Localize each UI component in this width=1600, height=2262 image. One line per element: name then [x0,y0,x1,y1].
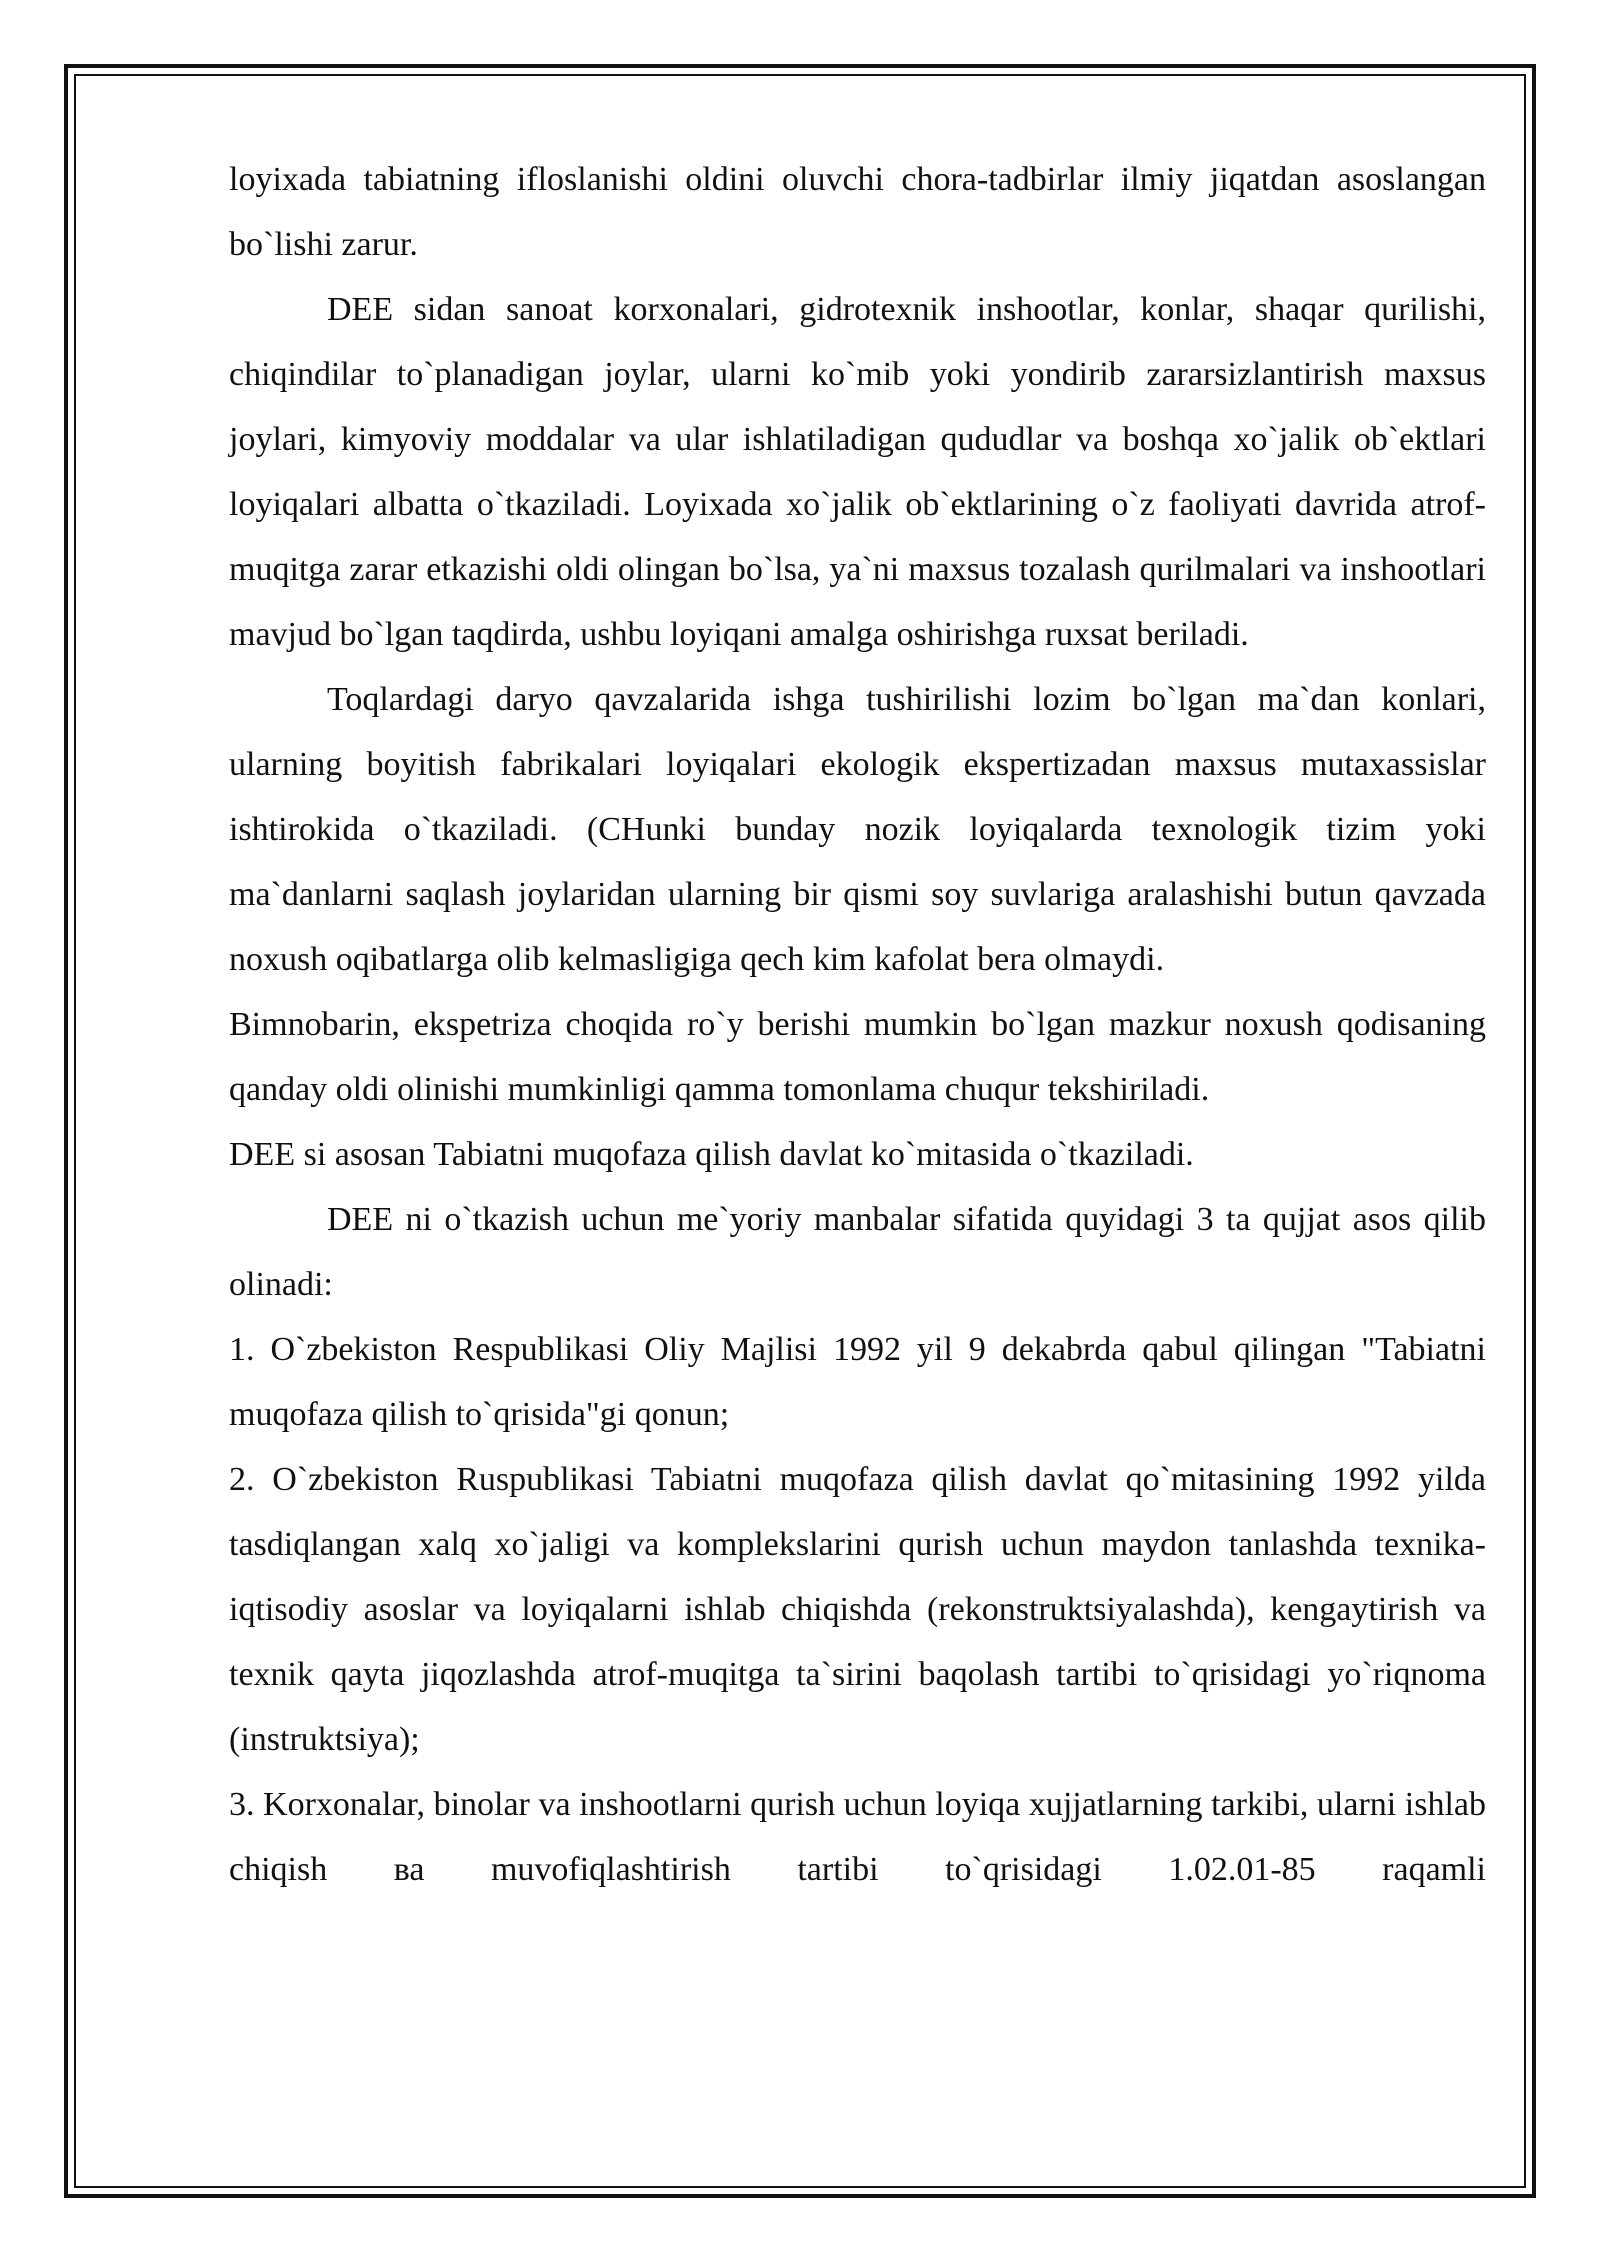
paragraph: DEE ni o`tkazish uchun me`yoriy manbalar sifatida quyidagi 3 ta qujjat asos qilib olinadi: [229,1201,1486,1303]
paragraph: DEE si asosan Tabiatni muqofaza qilish davlat ko`mitasida o`tkaziladi. [229,1136,1194,1173]
paragraph: Bimnobarin, ekspetriza choqida ro`y berishi mumkin bo`lgan mazkur noxush qodisaning qanday oldi olinishi mumkinligi qamma tomonlama chuqur tekshiriladi. [229,1006,1486,1108]
list-item: 1. O`zbekiston Respublikasi Oliy Majlisi 1992 yil 9 dekabrda qabul qilingan "Tabiatni muqofaza qilish to`qrisida"gi qonun; [229,1331,1486,1433]
document-body [229,147,1486,1902]
list-item: 3. Korxonalar, binolar va inshootlarni qurish uchun loyiqa xujjatlarning tarkibi, ularni ishlab chiqish ва muvofiqlashtirish tartibi to`qrisidagi 1.02.01-85 raqamli [229,1786,1486,1888]
paragraph: loyixada tabiatning ifloslanishi oldini oluvchi chora-tadbirlar ilmiy jiqatdan asoslangan bo`lishi zarur. [229,161,1486,263]
list-item: 2. O`zbekiston Ruspublikasi Tabiatni muqofaza qilish davlat qo`mitasining 1992 yilda tasdiqlangan xalq xo`jaligi va komplekslarini qurish uchun maydon tanlashda texnika-iqtisodiy asoslar va loyiqalarni ishlab chiqishda (rekonstruktsiyalashda), kengaytirish va texnik qayta jiqozlashda atrof-muqitga ta`sirini baqolash tartibi to`qrisidagi yo`riqnoma (instruktsiya); [229,1461,1486,1758]
paragraph: Toqlardagi daryo qavzalarida ishga tushirilishi lozim bo`lgan ma`dan konlari, ularning boyitish fabrikalari loyiqalari ekologik ekspertizadan maxsus mutaxassislar ishtirokida o`tkaziladi. (CHunki bunday nozik loyiqalarda texnologik tizim yoki ma`danlarni saqlash joylaridan ularning bir qismi soy suvlariga aralashishi butun qavzada noxush oqibatlarga olib kelmasligiga qech kim kafolat bera olmaydi. [229,681,1486,978]
paragraph: DEE sidan sanoat korxonalari, gidrotexnik inshootlar, konlar, shaqar qurilishi, chiqindilar to`planadigan joylar, ularni ko`mib yoki yondirib zararsizlantirish maxsus joylari, kimyoviy moddalar va ular ishlatiladigan qududlar va boshqa xo`jalik ob`ektlari loyiqalari albatta o`tkaziladi. Loyixada xo`jalik ob`ektlarining o`z faoliyati davrida atrof-muqitga zarar etkazishi oldi olingan bo`lsa, ya`ni maxsus tozalash qurilmalari va inshootlari mavjud bo`lgan taqdirda, ushbu loyiqani amalga oshirishga ruxsat beriladi. [229,291,1486,653]
